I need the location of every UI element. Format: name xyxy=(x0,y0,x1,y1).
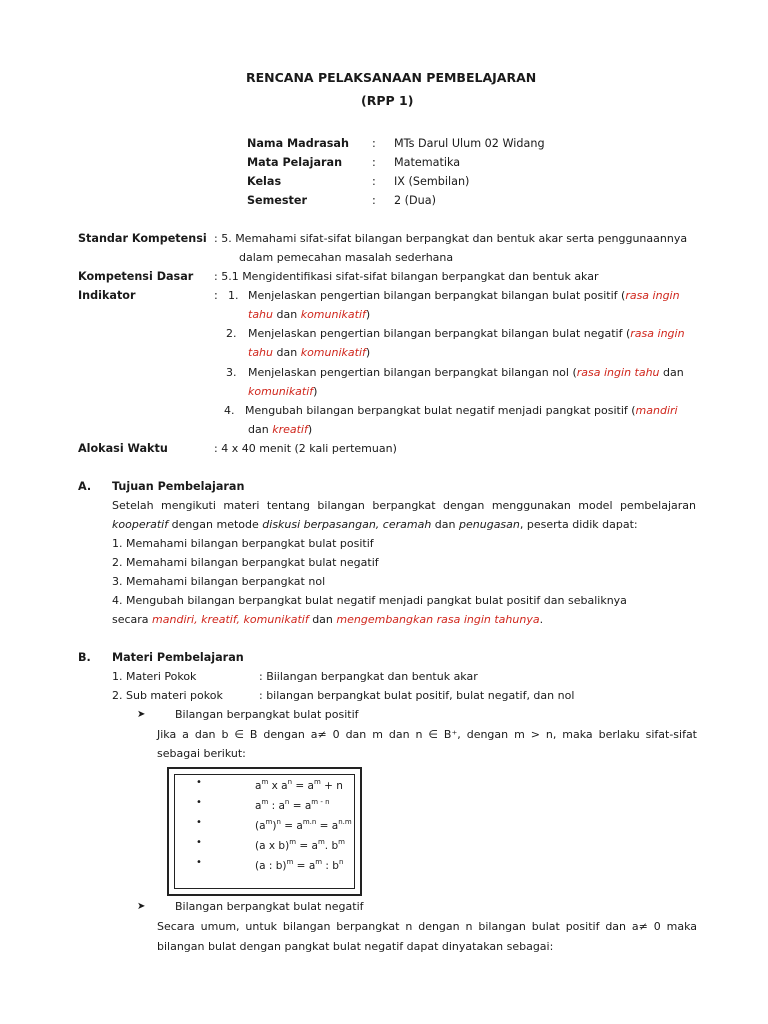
bullet-icon: • xyxy=(196,777,202,788)
positif-text-cont: sebagai berikut: xyxy=(157,747,246,760)
indikator-item-cont: dan kreatif) xyxy=(248,423,313,436)
identity-sep: : xyxy=(372,137,376,150)
identity-value: MTs Darul Ulum 02 Widang xyxy=(394,137,545,150)
identity-value: Matematika xyxy=(394,156,461,169)
section-a-intro-cont: kooperatif dengan metode diskusi berpasangan, ceramah dan penugasan, peserta didik dapat: xyxy=(112,518,638,531)
sub-materi-label: 2. Sub materi pokok xyxy=(112,689,223,702)
positif-heading: Bilangan berpangkat bulat positif xyxy=(175,708,359,721)
section-a-item: 4. Mengubah bilangan berpangkat bulat negatif menjadi pangkat bulat positif dan sebaliknya xyxy=(112,594,627,607)
formula-rule: $(a^m)^n = a^{m.n} = a^{n.m}$ xyxy=(255,817,352,832)
indikator-item-cont: komunikatif) xyxy=(248,385,318,398)
indikator-num: 4. xyxy=(224,404,235,417)
arrow-bullet-icon: ➤ xyxy=(137,709,146,720)
section-a-item: 2. Memahami bilangan berpangkat bulat negatif xyxy=(112,556,379,569)
sub-materi-value: : bilangan berpangkat bulat positif, bulat negatif, dan nol xyxy=(259,689,575,702)
document-subtitle: (RPP 1) xyxy=(361,93,414,108)
formula-rule: $a^m$ x $a^n = a^m + n$ xyxy=(255,777,343,792)
bullet-icon: • xyxy=(196,857,202,868)
identity-sep: : xyxy=(372,156,376,169)
bullet-icon: • xyxy=(196,837,202,848)
formula-rule: (a x $b)^m = a^m$. $b^m$ xyxy=(255,837,345,852)
bullet-icon: • xyxy=(196,797,202,808)
materi-pokok-label: 1. Materi Pokok xyxy=(112,670,197,683)
negatif-text: Secara umum, untuk bilangan berpangkat n dengan n bilangan bulat positif dan a≠ 0 maka xyxy=(157,920,697,933)
identity-label: Nama Madrasah xyxy=(247,137,349,150)
identity-value: IX (Sembilan) xyxy=(394,175,470,188)
section-b-letter: B. xyxy=(78,651,91,664)
formula-rule: (a : $b)^m = a^m$ : $b^n$ xyxy=(255,857,344,872)
indikator-item-cont: tahu dan komunikatif) xyxy=(248,346,371,359)
negatif-text-cont: bilangan bulat dengan pangkat bulat negatif dapat dinyatakan sebagai: xyxy=(157,940,554,953)
section-a-closing: secara mandiri, kreatif, komunikatif dan mengembangkan rasa ingin tahunya. xyxy=(112,613,544,626)
section-b-heading: Materi Pembelajaran xyxy=(112,651,244,664)
materi-pokok-value: : Biilangan berpangkat dan bentuk akar xyxy=(259,670,478,683)
indikator-item: Mengubah bilangan berpangkat bulat negatif menjadi pangkat positif (mandiri xyxy=(245,404,678,417)
section-a-item: 1. Memahami bilangan berpangkat bulat positif xyxy=(112,537,374,550)
kd-text: : 5.1 Mengidentifikasi sifat-sifat bilangan berpangkat dan bentuk akar xyxy=(214,270,599,283)
identity-label: Mata Pelajaran xyxy=(247,156,343,169)
arrow-bullet-icon: ➤ xyxy=(137,901,146,912)
indikator-label: Indikator xyxy=(78,289,136,302)
bullet-icon: • xyxy=(196,817,202,828)
section-a-intro: Setelah mengikuti materi tentang bilangan berpangkat dengan menggunakan model pembelajaran xyxy=(112,499,696,512)
alokasi-label: Alokasi Waktu xyxy=(78,442,168,455)
section-a-letter: A. xyxy=(78,480,92,493)
indikator-num: 3. xyxy=(226,366,237,379)
identity-sep: : xyxy=(372,194,376,207)
sk-label: Standar Kompetensi xyxy=(78,232,207,245)
indikator-item: Menjelaskan pengertian bilangan berpangkat bilangan bulat negatif (rasa ingin xyxy=(248,327,685,340)
negatif-heading: Bilangan berpangkat bulat negatif xyxy=(175,900,364,913)
kd-label: Kompetensi Dasar xyxy=(78,270,194,283)
identity-label: Kelas xyxy=(247,175,282,188)
identity-label: Semester xyxy=(247,194,308,207)
identity-sep: : xyxy=(372,175,376,188)
indikator-num: 2. xyxy=(226,327,237,340)
indikator-item: Menjelaskan pengertian bilangan berpangkat bilangan bulat positif (rasa ingin xyxy=(248,289,680,302)
identity-value: 2 (Dua) xyxy=(394,194,436,207)
indikator-item: Menjelaskan pengertian bilangan berpangkat bilangan nol (rasa ingin tahu dan xyxy=(248,366,684,379)
indikator-colon: : xyxy=(214,289,218,302)
section-a-item: 3. Memahami bilangan berpangkat nol xyxy=(112,575,326,588)
formula-rule: $a^m$ : $a^n = a^{m - n}$ xyxy=(255,797,330,812)
indikator-item-cont: tahu dan komunikatif) xyxy=(248,308,371,321)
alokasi-text: : 4 x 40 menit (2 kali pertemuan) xyxy=(214,442,397,455)
sk-text: : 5. Memahami sifat-sifat bilangan berpangkat dan bentuk akar serta penggunaannya xyxy=(214,232,688,245)
indikator-num: 1. xyxy=(228,289,239,302)
document-title: RENCANA PELAKSANAAN PEMBELAJARAN xyxy=(246,70,537,85)
positif-text: Jika a dan b ∈ B dengan a≠ 0 dan m dan n ∈ B⁺, dengan m > n, maka berlaku sifat-sifat xyxy=(157,728,697,741)
sk-text-cont: dalam pemecahan masalah sederhana xyxy=(239,251,454,264)
section-a-heading: Tujuan Pembelajaran xyxy=(112,480,245,493)
